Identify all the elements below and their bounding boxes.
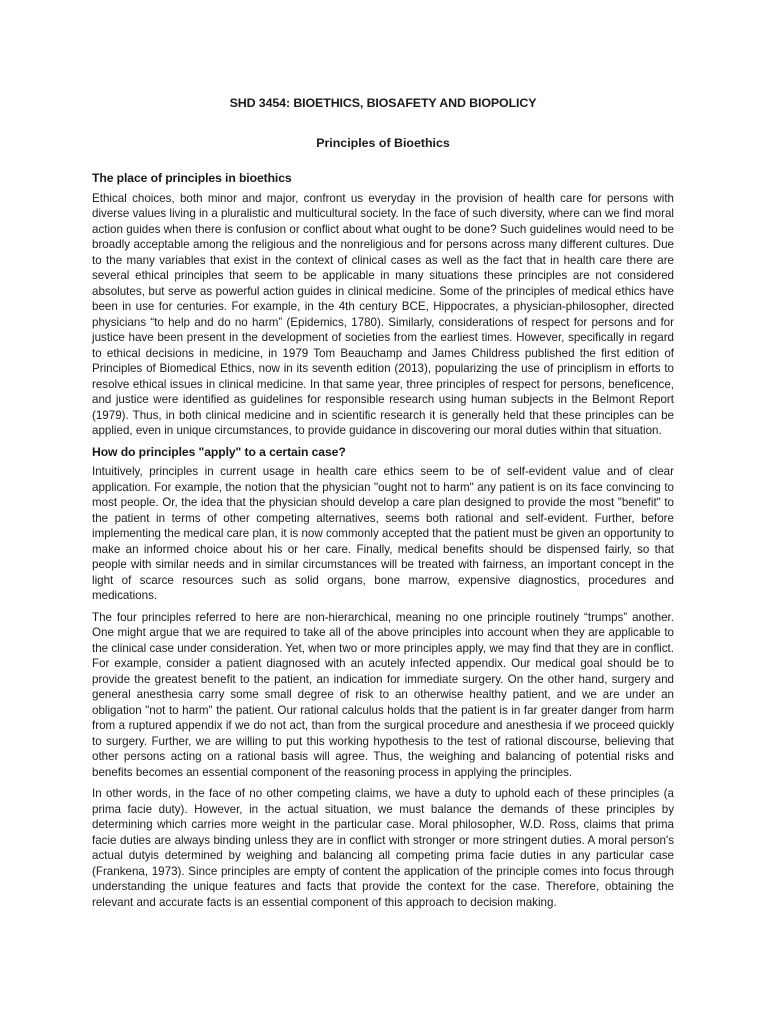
paragraph: Ethical choices, both minor and major, confront us everyday in the provision of health care for persons with diverse values living in a pluralistic and multicultural society. In the face of such diversity, where can we find moral action guides when there is confusion or conflict about what ought to be done? Such guidelines would need to be broadly acceptable among the religious and the nonreligious and for persons across many different cultures. Due to the many variables that exist in the context of clinical cases as well as the fact that in health care there are several ethical principles that seem to be applicable in many situations these principles are not considered absolutes, but serve as powerful action guides in clinical medicine. Some of the principles of medical ethics have been in use for centuries. For example, in the 4th century BCE, Hippocrates, a physician-philosopher, directed physicians “to help and do no harm” (Epidemics, 1780). Similarly, considerations of respect for persons and for justice have been present in the development of societies from the earliest times. However, specifically in regard to ethical decisions in medicine, in 1979 Tom Beauchamp and James Childress published the first edition of Principles of Biomedical Ethics, now in its seventh edition (2013), popularizing the use of principlism in efforts to resolve ethical issues in clinical medicine. In that same year, three principles of respect for persons, beneficence, and justice were identified as guidelines for responsible research using human subjects in the Belmont Report (1979). Thus, in both clinical medicine and in scientific research it is generally held that these principles can be applied, even in unique circumstances, to provide guidance in discovering our moral duties within that situation. [92, 191, 674, 437]
document-title: SHD 3454: BIOETHICS, BIOSAFETY AND BIOPOLICY [229, 96, 537, 110]
paragraph: The four principles referred to here are non-hierarchical, meaning no one principle routinely “trumps” another. One might argue that we are required to take all of the above principles into account when they are applicable to the clinical case under consideration. Yet, when two or more principles apply, we may find that they are in conflict. For example, consider a patient diagnosed with an acutely infected appendix. Our medical goal should be to provide the greatest benefit to the patient, an indication for immediate surgery. On the other hand, surgery and general anesthesia carry some small degree of risk to an otherwise healthy patient, and we are under an obligation "not to harm" the patient. Our rational calculus holds that the patient is in far greater danger from harm from a ruptured appendix if we do not act, than from the surgical procedure and anesthesia if we proceed quickly to surgery. Further, we are willing to put this working hypothesis to the test of rational discourse, believing that other persons acting on a rational basis will agree. Thus, the weighing and balancing of potential risks and benefits becomes an essential component of the reasoning process in applying the principles. [92, 610, 674, 779]
document-page [92, 96, 674, 915]
section-heading: The place of principles in bioethics [92, 171, 292, 185]
section-heading: How do principles "apply" to a certain case? [92, 444, 346, 459]
paragraph: In other words, in the face of no other competing claims, we have a duty to uphold each of these principles (a prima facie duty). However, in the actual situation, we must balance the demands of these principles by determining which carries more weight in the particular case. Moral philosopher, W.D. Ross, claims that prima facie duties are always binding unless they are in conflict with stronger or more stringent duties. A moral person's actual dutyis determined by weighing and balancing all competing prima facie duties in any particular case (Frankena, 1973). Since principles are empty of content the application of the principle comes into focus through understanding the unique features and facts that provide the context for the case. Therefore, obtaining the relevant and accurate facts is an essential component of this approach to decision making. [92, 787, 674, 909]
document-subtitle: Principles of Bioethics [316, 135, 450, 150]
section-how-principles-apply [92, 445, 674, 911]
section-place-of-principles [92, 171, 674, 439]
paragraph: Intuitively, principles in current usage in health care ethics seem to be of self-evident value and of clear application. For example, the notion that the physician "ought not to harm" any patient is on its face convincing to most people. Or, the idea that the physician should develop a care plan designed to provide the most "benefit" to the patient in terms of other competing alternatives, seems both rational and self-evident. Further, before implementing the medical care plan, it is now commonly accepted that the patient must be given an opportunity to make an informed choice about his or her care. Finally, medical benefits should be dispensed fairly, so that people with similar needs and in similar circumstances will be treated with fairness, an important concept in the light of scarce resources such as solid organs, bone marrow, expensive diagnostics, procedures and medications. [92, 465, 674, 602]
